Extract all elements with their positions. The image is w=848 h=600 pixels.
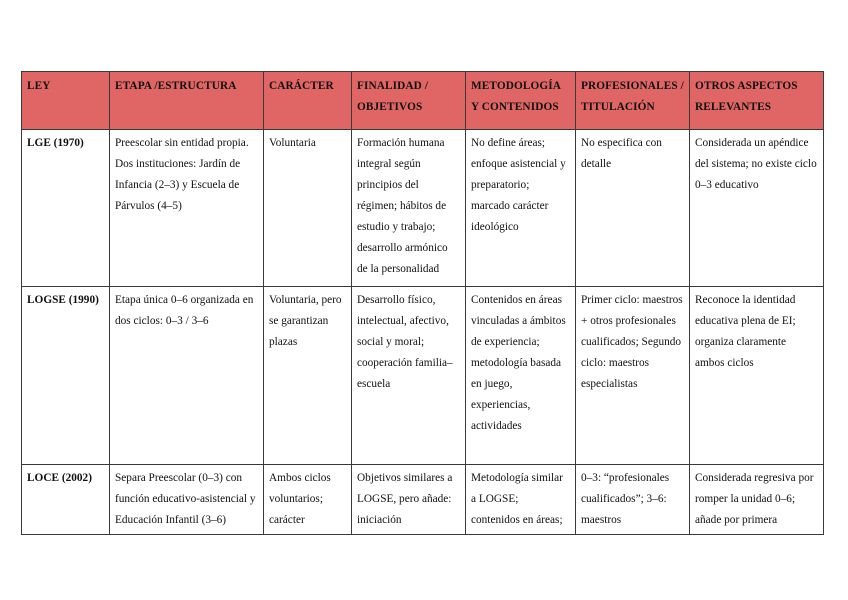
cell-caracter: Ambos ciclos voluntarios; carácter (264, 465, 352, 535)
cell-metodologia: No define áreas; enfoque asistencial y preparatorio; marcado carácter ideológico (466, 130, 576, 287)
cell-ley: LOCE (2002) (22, 465, 110, 535)
header-finalidad: FINALIDAD / OBJETIVOS (352, 72, 466, 130)
header-profesionales: PROFESIONALES / TITULACIÓN (576, 72, 690, 130)
cell-caracter: Voluntaria (264, 130, 352, 287)
cell-metodologia: Metodología similar a LOGSE; contenidos en áreas; (466, 465, 576, 535)
cell-metodologia: Contenidos en áreas vinculadas a ámbitos de experiencia; metodología basada en juego, experiencias, actividades (466, 287, 576, 465)
cell-caracter: Voluntaria, pero se garantizan plazas (264, 287, 352, 465)
cell-ley: LOGSE (1990) (22, 287, 110, 465)
cell-profesionales: 0–3: “profesionales cualificados”; 3–6: maestros (576, 465, 690, 535)
cell-etapa: Etapa única 0–6 organizada en dos ciclos: 0–3 / 3–6 (110, 287, 264, 465)
cell-finalidad: Formación humana integral según principios del régimen; hábitos de estudio y trabajo; desarrollo armónico de la personalidad (352, 130, 466, 287)
table-header-row (22, 72, 824, 130)
cell-profesionales: Primer ciclo: maestros + otros profesionales cualificados; Segundo ciclo: maestros especialistas (576, 287, 690, 465)
cell-profesionales: No especifica con detalle (576, 130, 690, 287)
table-row (22, 465, 824, 535)
cell-ley: LGE (1970) (22, 130, 110, 287)
header-metodologia: METODOLOGÍA Y CONTENIDOS (466, 72, 576, 130)
cell-otros: Considerada regresiva por romper la unidad 0–6; añade por primera (690, 465, 824, 535)
header-etapa: ETAPA /ESTRUCTURA (110, 72, 264, 130)
header-otros: OTROS ASPECTOS RELEVANTES (690, 72, 824, 130)
table-row (22, 130, 824, 287)
header-ley: LEY (22, 72, 110, 130)
cell-etapa: Preescolar sin entidad propia. Dos instituciones: Jardín de Infancia (2–3) y Escuela de Párvulos (4–5) (110, 130, 264, 287)
table-row (22, 287, 824, 465)
cell-otros: Considerada un apéndice del sistema; no existe ciclo 0–3 educativo (690, 130, 824, 287)
cell-otros: Reconoce la identidad educativa plena de EI; organiza claramente ambos ciclos (690, 287, 824, 465)
cell-etapa: Separa Preescolar (0–3) con función educativo-asistencial y Educación Infantil (3–6) (110, 465, 264, 535)
header-caracter: CARÁCTER (264, 72, 352, 130)
cell-finalidad: Desarrollo físico, intelectual, afectivo, social y moral; cooperación familia–escuela (352, 287, 466, 465)
laws-comparison-table (21, 71, 824, 535)
cell-finalidad: Objetivos similares a LOGSE, pero añade: iniciación (352, 465, 466, 535)
